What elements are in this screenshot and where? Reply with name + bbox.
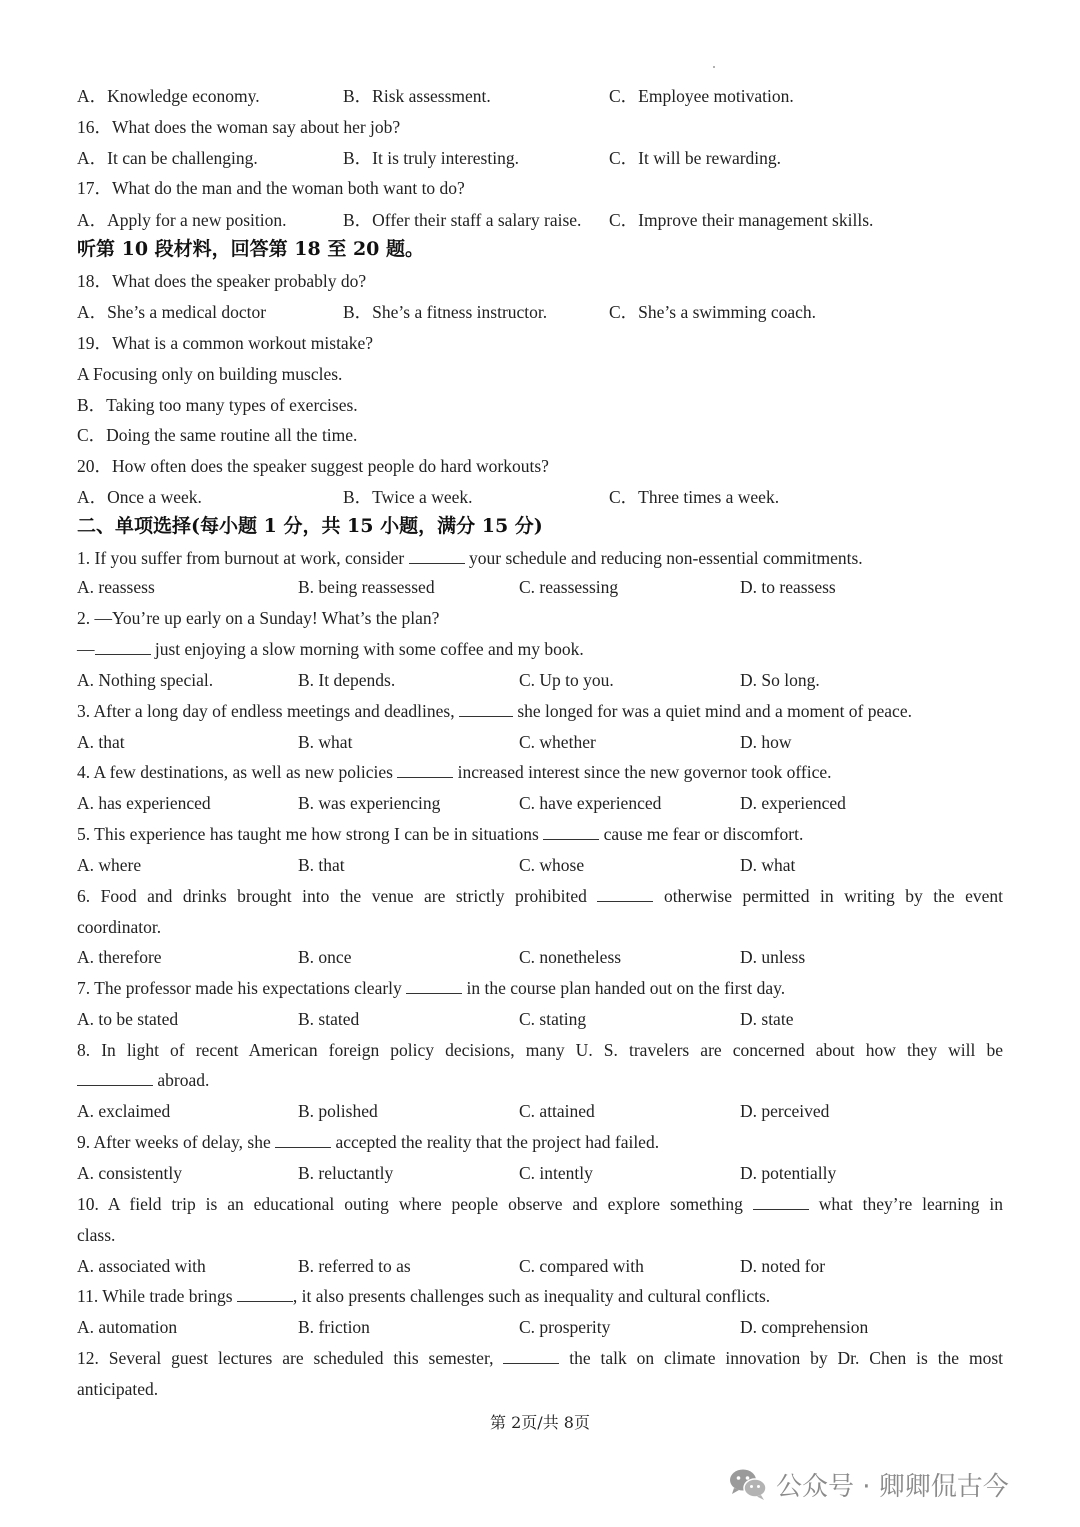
stem-text: 3. After a long day of endless meetings and deadlines, (77, 701, 455, 721)
option: C. have experienced (519, 793, 662, 813)
option: C．Improve their management skills. (609, 210, 874, 230)
stem-text: , it also presents challenges such as inequality and cultural conflicts. (292, 1286, 771, 1306)
stem-text: accepted the reality that the project had failed. (335, 1132, 660, 1152)
wechat-icon (728, 1467, 768, 1501)
answer-blank (543, 823, 599, 840)
option: A. automation (77, 1317, 178, 1337)
answer-blank (397, 761, 453, 778)
mc-q4-stem (77, 761, 832, 783)
option: B. It depends. (298, 670, 396, 690)
stem-text: 5. This experience has taught me how strong I can be in situations (77, 824, 539, 844)
option: B. polished (298, 1101, 378, 1121)
q18-stem: 18．What does the speaker probably do? (77, 271, 367, 291)
stem-text: otherwise permitted in writing by the event (663, 886, 1004, 906)
option: C. compared with (519, 1256, 644, 1276)
option: B．Risk assessment. (343, 86, 491, 106)
answer-blank (409, 547, 465, 564)
option: C. stating (519, 1009, 587, 1029)
option: A. has experienced (77, 793, 211, 813)
answer-blank (77, 1069, 153, 1086)
option: C. intently (519, 1163, 593, 1183)
option: C. attained (519, 1101, 595, 1121)
option: B. that (298, 855, 345, 875)
answer-blank (503, 1347, 559, 1364)
stem-text: increased interest since the new governor took office. (457, 762, 832, 782)
option: A．Once a week. (77, 487, 202, 507)
option: A．Apply for a new position. (77, 210, 287, 230)
option: A. to be stated (77, 1009, 179, 1029)
option: A. reassess (77, 577, 155, 597)
q19-option-a: A Focusing only on building muscles. (77, 364, 343, 384)
option: A. consistently (77, 1163, 182, 1183)
answer-blank (753, 1193, 809, 1210)
mc-q12-stem (77, 1347, 1003, 1369)
option: D. to reassess (740, 577, 836, 597)
stem-text: your schedule and reducing non-essential commitments. (469, 548, 863, 568)
option: B. friction (298, 1317, 370, 1337)
option: D. experienced (740, 793, 846, 813)
mc-q11-stem (77, 1285, 770, 1307)
option: D. noted for (740, 1256, 826, 1276)
option: A．Knowledge economy. (77, 86, 260, 106)
stem-text: 7. The professor made his expectations clearly (77, 978, 402, 998)
stem-text: 1. If you suffer from burnout at work, consider (77, 548, 405, 568)
option: B．It is truly interesting. (343, 148, 519, 168)
q20-stem: 20．How often does the speaker suggest people do hard workouts? (77, 456, 549, 476)
option: D. what (740, 855, 796, 875)
mc-q10-stem-cont: class. (77, 1225, 116, 1245)
stem-text: 6. Food and drinks brought into the venue are strictly prohibited (77, 886, 587, 906)
stem-text: cause me fear or discomfort. (603, 824, 804, 844)
stem-text: 11. While trade brings (77, 1286, 233, 1306)
option: B. was experiencing (298, 793, 441, 813)
stem-text: just enjoying a slow morning with some coffee and my book. (154, 639, 584, 659)
speck (713, 66, 715, 68)
answer-blank (237, 1285, 293, 1302)
stem-text: 9. After weeks of delay, she (77, 1132, 271, 1152)
option: D. comprehension (740, 1317, 869, 1337)
option: D. state (740, 1009, 794, 1029)
watermark-text: 公众号 · 卿卿侃古今 (776, 1471, 1009, 1502)
mc-q5-stem (77, 823, 803, 845)
option: B. what (298, 732, 353, 752)
option: C. whose (519, 855, 585, 875)
option: C. reassessing (519, 577, 619, 597)
option: C．She’s a swimming coach. (609, 302, 817, 322)
answer-blank (597, 885, 653, 902)
stem-text: she longed for was a quiet mind and a moment of peace. (517, 701, 912, 721)
option: C．It will be rewarding. (609, 148, 782, 168)
stem-text: the talk on climate innovation by Dr. Chen is the most (569, 1348, 1003, 1368)
q19-option-c: C．Doing the same routine all the time. (77, 425, 358, 445)
mc-q12-stem-cont: anticipated. (77, 1379, 159, 1399)
option: B．She’s a fitness instructor. (343, 302, 548, 322)
answer-blank (406, 977, 462, 994)
option: B. stated (298, 1009, 360, 1029)
option: B. once (298, 947, 352, 967)
q17-stem: 17．What do the man and the woman both want to do? (77, 178, 465, 198)
option: A．She’s a medical doctor (77, 302, 267, 322)
option: D. how (740, 732, 792, 752)
mc-q8-stem-cont (77, 1069, 209, 1091)
option: C. prosperity (519, 1317, 611, 1337)
mc-q1-stem (77, 547, 863, 569)
option: C. Up to you. (519, 670, 614, 690)
answer-blank (459, 700, 513, 717)
option: A. exclaimed (77, 1101, 171, 1121)
option: D. So long. (740, 670, 820, 690)
mc-q7-stem (77, 977, 785, 999)
section10-heading: 听第 10 段材料，回答第 18 至 20 题。 (77, 238, 425, 260)
option: B. being reassessed (298, 577, 435, 597)
mc-q6-stem-cont: coordinator. (77, 917, 162, 937)
stem-text: what they’re learning in (818, 1194, 1004, 1214)
answer-blank (95, 638, 151, 655)
option: B．Offer their staff a salary raise. (343, 210, 582, 230)
option: A. associated with (77, 1256, 206, 1276)
stem-text: — (77, 639, 95, 659)
option: B. reluctantly (298, 1163, 394, 1183)
stem-text: 10. A field trip is an educational outing where people observe and explore something (77, 1194, 743, 1214)
mc-q8-stem: 8. In light of recent American foreign policy decisions, many U. S. travelers are concerned about how they will be (77, 1040, 1003, 1060)
q19-stem: 19．What is a common workout mistake? (77, 333, 373, 353)
mc-q2-line1: 2. —You’re up early on a Sunday! What’s the plan? (77, 608, 440, 628)
option: B. referred to as (298, 1256, 411, 1276)
mc-q3-stem (77, 700, 912, 722)
option: A．It can be challenging. (77, 148, 258, 168)
option: D. perceived (740, 1101, 830, 1121)
mc-q10-stem (77, 1193, 1003, 1215)
stem-text: abroad. (157, 1070, 210, 1090)
option: A. where (77, 855, 142, 875)
answer-blank (275, 1131, 331, 1148)
option: D. potentially (740, 1163, 837, 1183)
mc-q9-stem (77, 1131, 659, 1153)
page-number: 第 2页/共 8页 (490, 1413, 590, 1432)
option: C．Three times a week. (609, 487, 780, 507)
watermark (728, 1464, 1009, 1504)
option: A. that (77, 732, 125, 752)
option: D. unless (740, 947, 806, 967)
option: A. Nothing special. (77, 670, 214, 690)
mc-q6-stem (77, 885, 1003, 907)
option: C. nonetheless (519, 947, 622, 967)
option: A. therefore (77, 947, 162, 967)
section2-heading: 二、单项选择(每小题 1 分，共 15 小题，满分 15 分) (77, 515, 543, 537)
stem-text: 12. Several guest lectures are scheduled this semester, (77, 1348, 494, 1368)
stem-text: in the course plan handed out on the first day. (466, 978, 786, 998)
option: C．Employee motivation. (609, 86, 794, 106)
q19-option-b: B．Taking too many types of exercises. (77, 395, 358, 415)
q16-stem: 16．What does the woman say about her job? (77, 117, 401, 137)
mc-q2-line2 (77, 638, 584, 660)
option: C. whether (519, 732, 596, 752)
stem-text: 4. A few destinations, as well as new policies (77, 762, 393, 782)
option: B．Twice a week. (343, 487, 473, 507)
